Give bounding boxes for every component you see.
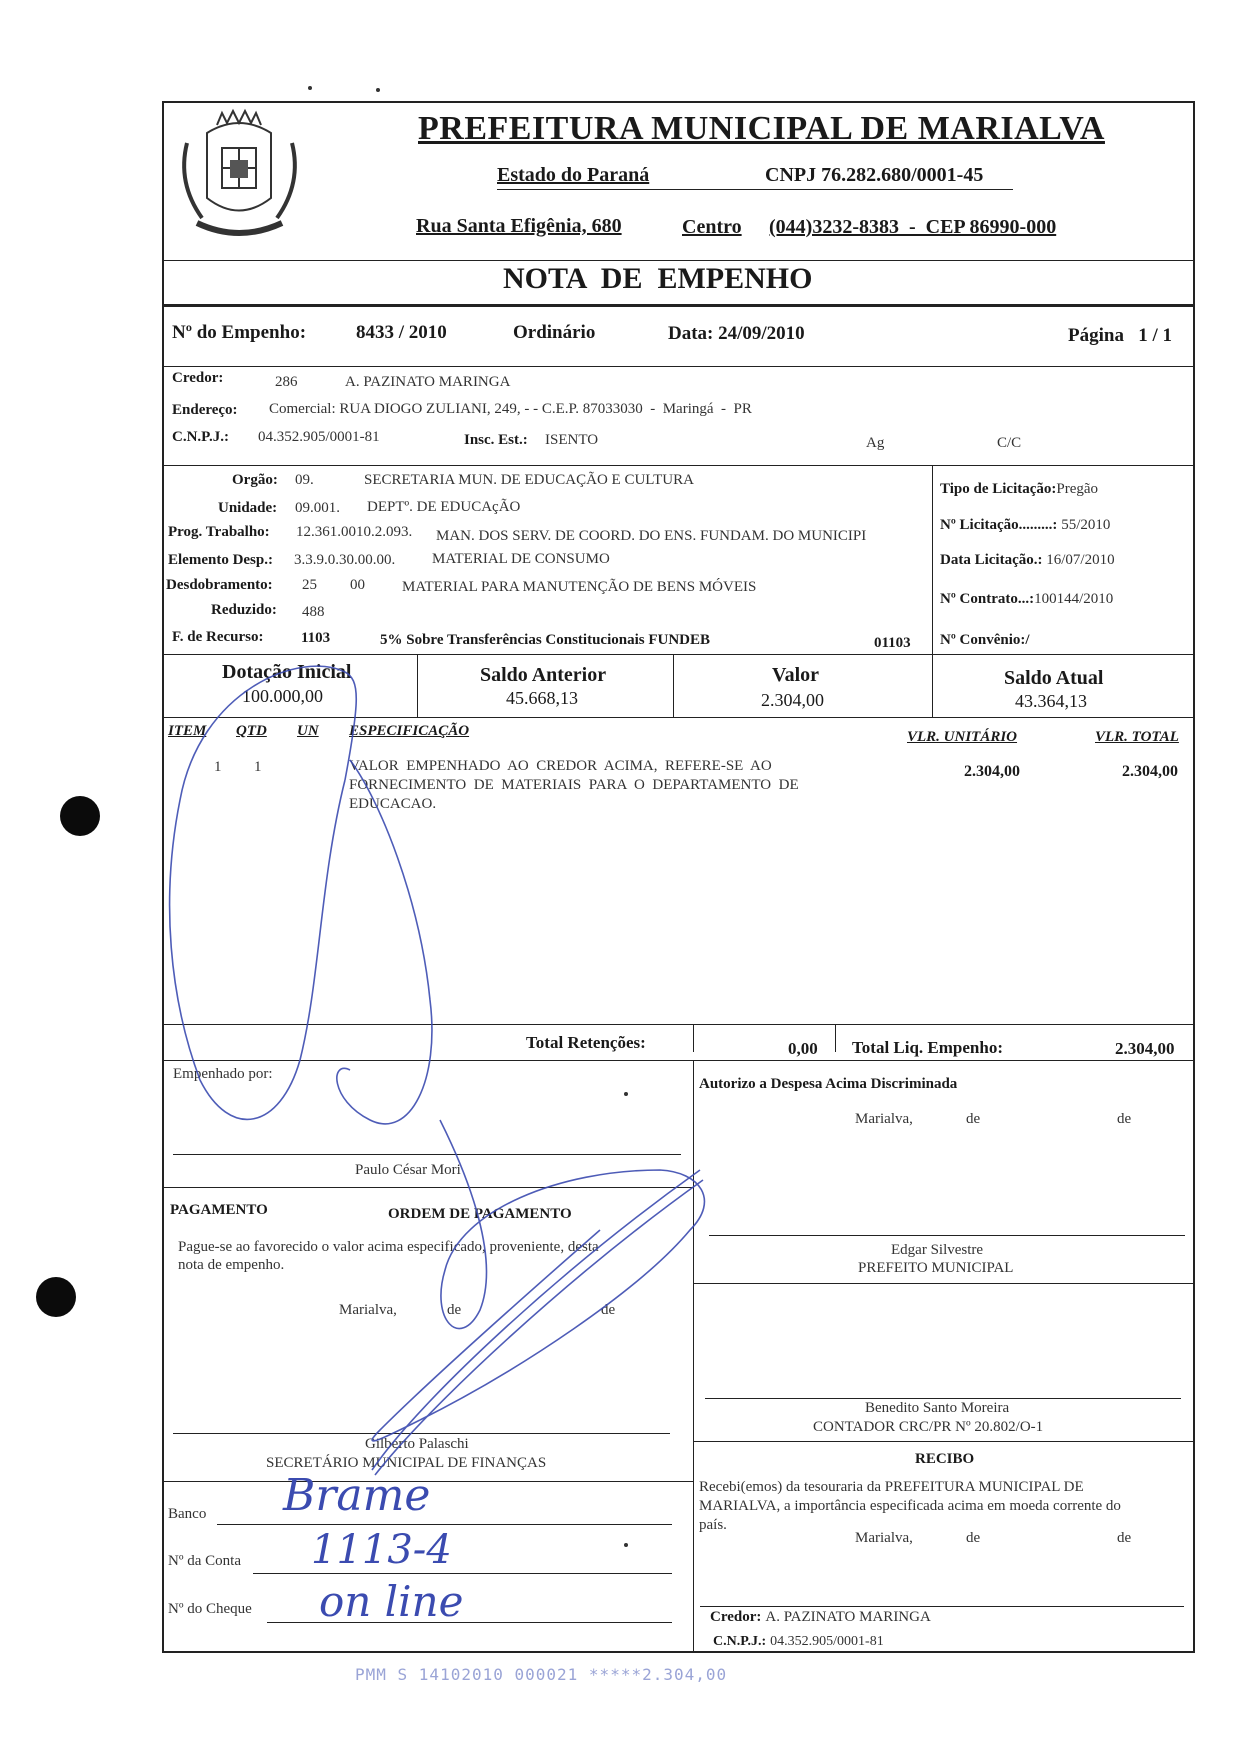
column-header-especificacao: ESPECIFICAÇÃO: [349, 723, 470, 739]
recibo-de: de: [966, 1530, 981, 1546]
elemento-code: 3.3.9.0.30.00.00.: [294, 552, 396, 568]
municipal-coat-of-arms-icon: [167, 103, 312, 245]
pagamento-de: de: [447, 1302, 462, 1318]
divider: [162, 654, 1195, 655]
autorizo-de: de: [966, 1111, 981, 1127]
saldo-anterior-label: Saldo Anterior: [480, 664, 607, 686]
total-liq-label: Total Liq. Empenho:: [852, 1038, 1003, 1057]
desdobramento-code: 25: [302, 577, 317, 593]
pagamento-text: nota de empenho.: [178, 1257, 285, 1273]
total-retencoes-label: Total Retenções:: [526, 1033, 646, 1052]
divider: [162, 1024, 1195, 1025]
banco-label: Banco: [168, 1506, 207, 1522]
divider: [417, 654, 418, 717]
reduzido-value: 488: [302, 604, 325, 620]
contador-signer: Benedito Santo Moreira: [865, 1400, 1010, 1416]
column-header-qtd: QTD: [236, 723, 267, 739]
elemento-label: Elemento Desp.:: [168, 552, 273, 568]
punch-hole-top: [60, 796, 100, 836]
empenho-date: Data: 24/09/2010: [668, 323, 805, 344]
header-title: PREFEITURA MUNICIPAL DE MARIALVA: [418, 110, 1105, 147]
conta-line: [253, 1573, 672, 1574]
recibo-text: MARIALVA, a importância especificada acima em moeda corrente do: [699, 1498, 1121, 1514]
empenho-type: Ordinário: [513, 322, 596, 343]
conta-handwritten-value: 1113-4: [311, 1527, 452, 1573]
recibo-cnpj-value: 04.352.905/0001-81: [770, 1634, 884, 1649]
unidade-code: 09.001.: [295, 500, 340, 516]
insc-label: Insc. Est.:: [464, 432, 528, 448]
ordem-pagamento-label: ORDEM DE PAGAMENTO: [388, 1206, 572, 1222]
credor-address: Comercial: RUA DIOGO ZULIANI, 249, - - C.E.P. 87033030 - Maringá - PR: [269, 401, 752, 417]
divider: [162, 1187, 693, 1188]
item-spec-line: VALOR EMPENHADO AO CREDOR ACIMA, REFERE-SE AO: [349, 758, 772, 774]
pagamento-signer: Gilberto Palaschi: [365, 1436, 469, 1452]
recibo-credor-name: A. PAZINATO MARINGA: [765, 1609, 931, 1625]
divider: [162, 304, 1195, 307]
signature-line: [700, 1606, 1184, 1607]
unidade-name: DEPTº. DE EDUCAçÃO: [367, 499, 521, 515]
recurso-code: 1103: [301, 630, 331, 646]
recurso-number: 01103: [874, 635, 911, 651]
banco-line: [217, 1524, 672, 1525]
saldo-atual-value: 43.364,13: [1015, 691, 1087, 711]
divider: [162, 366, 1195, 367]
unidade-label: Unidade:: [218, 500, 278, 516]
signature-line: [173, 1433, 670, 1434]
recibo-credor: Credor: A. PAZINATO MARINGA: [710, 1609, 931, 1625]
signature-line: [173, 1154, 681, 1155]
item-total-value: 2.304,00: [1122, 763, 1178, 780]
divider: [162, 465, 1195, 466]
divider: [932, 654, 933, 717]
recibo-text: país.: [699, 1517, 727, 1533]
empenho-number-label: Nº do Empenho:: [172, 322, 307, 343]
autorizo-label: Autorizo a Despesa Acima Discriminada: [699, 1076, 958, 1092]
header-cnpj: CNPJ 76.282.680/0001-45: [765, 164, 984, 186]
divider: [693, 1024, 694, 1052]
orgao-name: SECRETARIA MUN. DE EDUCAÇÃO E CULTURA: [364, 472, 694, 488]
num-licitacao-value: 55/2010: [1061, 517, 1111, 533]
divider: [693, 1441, 1195, 1442]
contrato-label: Nº Contrato...:100144/2010: [940, 591, 1114, 607]
pagamento-text: Pague-se ao favorecido o valor acima especificado, proveniente, desta: [178, 1239, 599, 1255]
recurso-label: F. de Recurso:: [172, 629, 264, 645]
orgao-label: Orgão:: [232, 472, 278, 488]
saldo-atual-label: Saldo Atual: [1004, 667, 1104, 689]
recibo-text: Recebi(emos) da tesouraria da PREFEITURA MUNICIPAL DE: [699, 1479, 1084, 1495]
autorizo-signer: Edgar Silvestre: [891, 1242, 984, 1258]
empenhado-por-label: Empenhado por:: [173, 1066, 273, 1082]
divider: [693, 1060, 694, 1653]
divider: [162, 717, 1195, 718]
valor-value: 2.304,00: [761, 690, 824, 710]
contador-role: CONTADOR CRC/PR Nº 20.802/O-1: [813, 1419, 1044, 1435]
item-spec-line: FORNECIMENTO DE MATERIAIS PARA O DEPARTAMENTO DE: [349, 777, 799, 793]
item-spec-line: EDUCACAO.: [349, 796, 437, 812]
recibo-de: de: [1117, 1530, 1132, 1546]
divider: [162, 260, 1195, 261]
pagamento-de: de: [601, 1302, 616, 1318]
pagamento-role: SECRETÁRIO MUNICIPAL DE FINANÇAS: [266, 1455, 547, 1471]
empenhado-signer: Paulo César Mori: [355, 1162, 461, 1178]
divider: [835, 1024, 836, 1052]
item-number: 1: [214, 759, 222, 775]
divider: [673, 654, 674, 717]
divider: [932, 465, 933, 654]
address-label: Endereço:: [172, 402, 238, 418]
agency-label: Ag: [866, 435, 885, 451]
header-street: Rua Santa Efigênia, 680: [416, 215, 622, 237]
credor-name: A. PAZINATO MARINGA: [345, 374, 511, 390]
recibo-cnpj: C.N.P.J.: 04.352.905/0001-81: [713, 1634, 884, 1649]
elemento-name: MATERIAL DE CONSUMO: [432, 551, 610, 567]
recurso-name: 5% Sobre Transferências Constitucionais FUNDEB: [380, 632, 711, 648]
empenho-number: 8433 / 2010: [356, 322, 447, 343]
banco-handwritten-value: Brame: [283, 1470, 431, 1521]
desdobramento-label: Desdobramento:: [166, 577, 273, 593]
autorizo-role: PREFEITO MUNICIPAL: [858, 1260, 1014, 1276]
total-retencoes-value: 0,00: [788, 1039, 818, 1058]
page-number: Página 1 / 1: [1068, 325, 1172, 346]
column-header-total-value: VLR. TOTAL: [1095, 729, 1179, 745]
header-district: Centro: [682, 216, 742, 238]
autorizo-city: Marialva,: [855, 1111, 913, 1127]
item-quantity: 1: [254, 759, 262, 775]
punch-hole-bottom: [36, 1277, 76, 1317]
bank-authentication-stamp: PMM S 14102010 000021 *****2.304,00: [355, 1665, 728, 1684]
dotacao-inicial-value: 100.000,00: [242, 686, 323, 706]
autorizo-de: de: [1117, 1111, 1132, 1127]
total-liq-value: 2.304,00: [1115, 1039, 1175, 1058]
orgao-code: 09.: [295, 472, 314, 488]
header-state-underline: [497, 189, 1013, 190]
tipo-licitacao-label: Tipo de Licitação:Pregão: [940, 481, 1099, 497]
divider: [693, 1283, 1195, 1284]
header-state: Estado do Paraná: [497, 164, 650, 186]
credor-cnpj: 04.352.905/0001-81: [258, 429, 380, 445]
credor-code: 286: [275, 374, 298, 390]
cnpj-label: C.N.P.J.:: [172, 429, 229, 445]
recibo-title: RECIBO: [915, 1451, 975, 1467]
item-unit-value: 2.304,00: [964, 763, 1020, 780]
reduzido-label: Reduzido:: [211, 602, 277, 618]
signature-line: [705, 1398, 1181, 1399]
convenio-label: Nº Convênio:/: [940, 632, 1030, 648]
cheque-label: Nº do Cheque: [168, 1601, 252, 1617]
pagamento-city: Marialva,: [339, 1302, 397, 1318]
account-label: C/C: [997, 435, 1022, 451]
tipo-licitacao-value: Pregão: [1056, 481, 1099, 497]
contrato-value: 100144/2010: [1034, 591, 1114, 607]
column-header-item: ITEM: [168, 723, 207, 739]
num-licitacao-label: Nº Licitação.........: 55/2010: [940, 517, 1111, 533]
header-phone-cep: (044)3232-8383 - CEP 86990-000: [769, 216, 1057, 238]
desdobramento-name: MATERIAL PARA MANUTENÇÃO DE BENS MÓVEIS: [402, 579, 757, 595]
recibo-city: Marialva,: [855, 1530, 913, 1546]
dotacao-inicial-label: Dotação Inicial: [222, 661, 352, 683]
prog-name: MAN. DOS SERV. DE COORD. DO ENS. FUNDAM. DO MUNICIPI: [436, 528, 867, 544]
conta-label: Nº da Conta: [168, 1553, 241, 1569]
desdobramento-sub: 00: [350, 577, 365, 593]
data-licitacao-label: Data Licitação.: 16/07/2010: [940, 552, 1115, 568]
column-header-unit-value: VLR. UNITÁRIO: [907, 729, 1018, 745]
valor-label: Valor: [772, 664, 820, 686]
document-title: NOTA DE EMPENHO: [503, 262, 813, 295]
data-licitacao-value: 16/07/2010: [1046, 552, 1115, 568]
cheque-handwritten-value: on line: [319, 1577, 464, 1626]
pagamento-label: PAGAMENTO: [170, 1202, 268, 1218]
insc-value: ISENTO: [545, 432, 599, 448]
credor-label: Credor:: [172, 370, 224, 386]
prog-label: Prog. Trabalho:: [168, 524, 270, 540]
saldo-anterior-value: 45.668,13: [506, 688, 578, 708]
column-header-un: UN: [297, 723, 319, 739]
signature-line: [709, 1235, 1185, 1236]
divider: [162, 1060, 1195, 1061]
prog-code: 12.361.0010.2.093.: [296, 524, 413, 540]
